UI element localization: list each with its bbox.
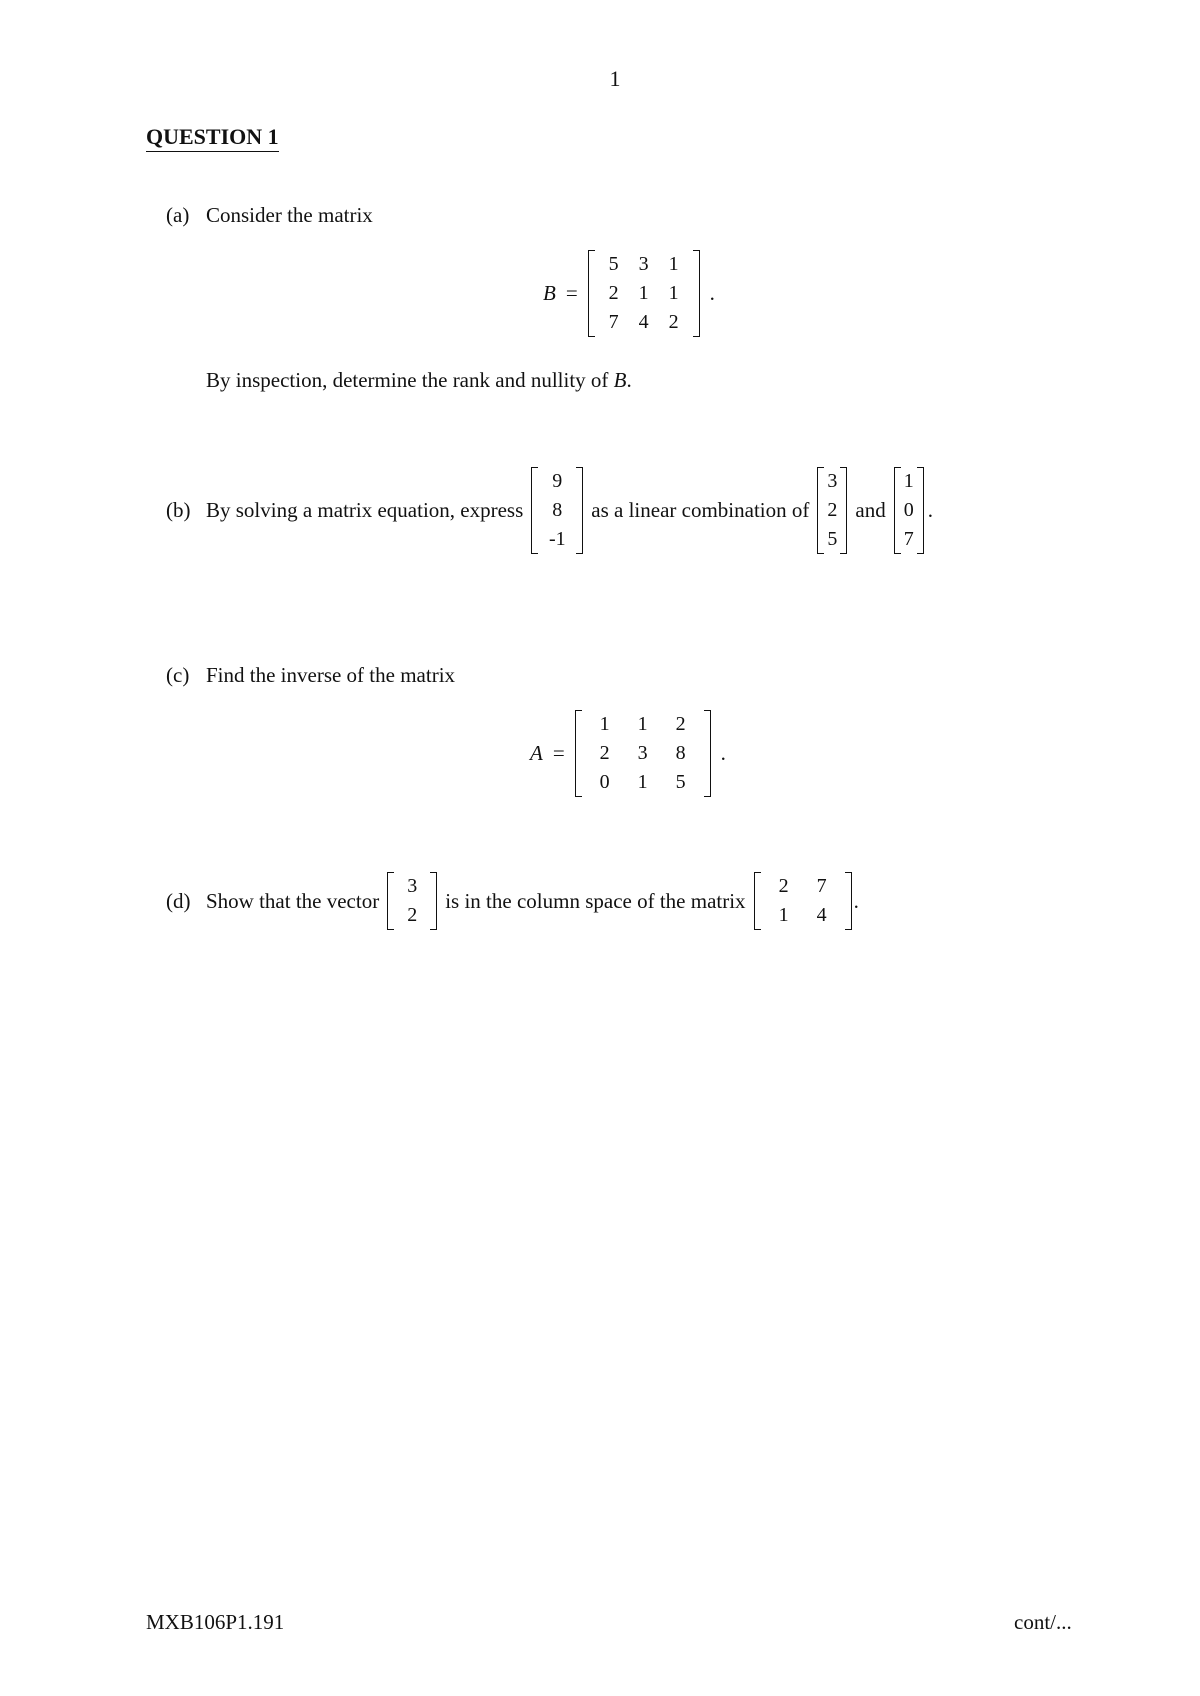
right-bracket [430, 872, 437, 930]
matrix-d-cell: 1 [778, 904, 789, 926]
right-bracket [917, 467, 924, 554]
vector-b1 [531, 467, 583, 554]
right-bracket [704, 710, 711, 797]
vector-cell: 3 [827, 470, 838, 492]
matrix-a-cell: 5 [675, 771, 686, 793]
left-bracket [588, 250, 595, 337]
part-a-label: (a) [166, 203, 190, 227]
part-d [166, 872, 859, 930]
left-bracket [817, 467, 824, 554]
matrix-a-cell: 8 [675, 742, 686, 764]
part-d-period: . [853, 888, 859, 913]
left-bracket [387, 872, 394, 930]
matrix-a-cell: 3 [637, 742, 648, 764]
matrix-a [575, 710, 711, 797]
part-b [166, 467, 933, 554]
vector-b3 [894, 467, 924, 554]
part-a-intro-text: Consider the matrix [206, 203, 373, 227]
part-c-intro [166, 662, 455, 688]
vector-cell: -1 [548, 528, 566, 550]
vector-cell: 5 [827, 528, 838, 550]
vector-d [387, 872, 437, 930]
vector-d-entries [394, 872, 430, 930]
part-b-text2: as a linear combination of [591, 498, 810, 522]
right-bracket [693, 250, 700, 337]
matrix-a-equals: = [552, 741, 565, 765]
vector-cell: 2 [407, 904, 418, 926]
matrix-b [588, 250, 700, 337]
matrix-a-entries [582, 710, 704, 797]
matrix-b-cell: 1 [638, 282, 649, 304]
matrix-a-cell: 1 [637, 771, 648, 793]
part-d-text2: is in the column space of the matrix [445, 888, 746, 913]
matrix-a-cell: 2 [675, 713, 686, 735]
part-a-instruction-suffix: . [626, 368, 632, 392]
matrix-b-entries [595, 250, 693, 337]
matrix-d-cell: 2 [778, 875, 789, 897]
vector-b3-entries [901, 467, 917, 554]
matrix-a-equation [530, 710, 726, 797]
matrix-d [754, 872, 852, 930]
vector-cell: 2 [827, 499, 838, 521]
vector-cell: 3 [407, 875, 418, 897]
matrix-d-cell: 7 [816, 875, 827, 897]
part-a-instruction [206, 367, 632, 393]
part-b-text3: and [855, 498, 886, 522]
matrix-b-period: . [709, 281, 715, 305]
right-bracket [845, 872, 852, 930]
part-d-label: (d) [166, 888, 191, 913]
matrix-a-cell: 1 [637, 713, 648, 735]
vector-b1-entries [538, 467, 576, 554]
part-b-period: . [927, 498, 933, 522]
matrix-a-cell: 1 [599, 713, 610, 735]
vector-b2 [817, 467, 847, 554]
matrix-b-cell: 5 [608, 253, 619, 275]
part-b-text1: By solving a matrix equation, express [206, 498, 524, 522]
vector-b2-entries [824, 467, 840, 554]
matrix-a-cell: 2 [599, 742, 610, 764]
matrix-d-cell: 4 [816, 904, 827, 926]
part-a-instruction-var: B [613, 368, 627, 392]
part-d-text1: Show that the vector [206, 888, 380, 913]
matrix-b-equals: = [565, 281, 578, 305]
matrix-b-cell: 4 [638, 311, 649, 333]
matrix-a-name: A [530, 741, 543, 765]
footer-cont: cont/... [1014, 1610, 1072, 1634]
vector-cell: 0 [903, 499, 914, 521]
matrix-a-period: . [720, 741, 726, 765]
part-a-intro [166, 202, 373, 228]
part-b-label: (b) [166, 498, 191, 522]
left-bracket [894, 467, 901, 554]
matrix-b-cell: 3 [638, 253, 649, 275]
matrix-b-name: B [543, 281, 556, 305]
matrix-b-cell: 1 [668, 282, 679, 304]
left-bracket [754, 872, 761, 930]
matrix-b-cell: 1 [668, 253, 679, 275]
matrix-d-entries [761, 872, 845, 930]
matrix-b-equation [543, 250, 715, 337]
vector-cell: 8 [552, 499, 563, 521]
question-title: QUESTION 1 [146, 124, 279, 152]
part-c-label: (c) [166, 663, 190, 687]
page-number: 1 [609, 66, 621, 91]
vector-cell: 1 [903, 470, 914, 492]
matrix-b-cell: 2 [668, 311, 679, 333]
footer-code: MXB106P1.191 [146, 1610, 285, 1634]
part-a-instruction-text: By inspection, determine the rank and nullity of [206, 368, 609, 392]
matrix-a-cell: 0 [599, 771, 610, 793]
matrix-b-cell: 2 [608, 282, 619, 304]
left-bracket [531, 467, 538, 554]
right-bracket [576, 467, 583, 554]
right-bracket [840, 467, 847, 554]
left-bracket [575, 710, 582, 797]
vector-cell: 7 [903, 528, 914, 550]
matrix-b-cell: 7 [608, 311, 619, 333]
part-c-intro-text: Find the inverse of the matrix [206, 663, 456, 687]
vector-cell: 9 [552, 470, 563, 492]
